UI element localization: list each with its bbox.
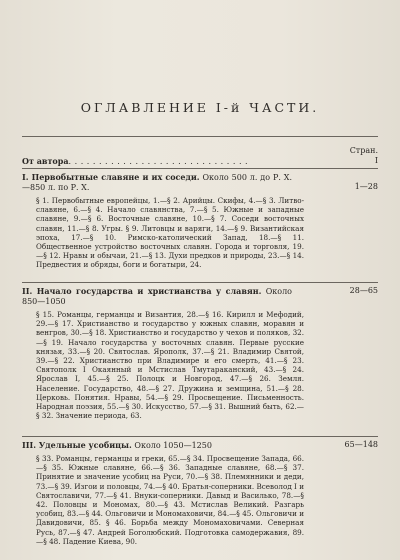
toc-entry-preface (22, 156, 378, 167)
page-column-label: Стран. (349, 146, 378, 155)
entry-sections: § 15. Романцы, германцы и Византия, 28.—§ 16. Кирилл и Мефодий, 29.—§ 17. Христианство и государство у южных славян, моравян и венгров, 30.—§ 18. Христианство и государство у чехов и поляков, 32.—§ 19. Начало государства у восточных славян. Первые русские князья, 33.—§ 20. Святослав. Ярополк, 37.—§ 21. Владимир Святой, 39.—§ 22. Христианство при Владимире и его смерть, 41.—§ 23. Святополк I Окаянный и Мстислав Тмутараканский, 43.—§ 24. Ярослав I, 45.—§ 25. Полоцк и Новгород, 47.—§ 26. Земля. Население. Государство, 48.—§ 27. Дружина и земщина, 51.—§ 28. Церковь. Понятия. Нравы, 54.—§ 29. Просвещение. Письменность. Народная поэзия, 55.—§ 30. Искусство, 57.—§ 31. Вышний быть, 62.—§ 32. Значение периода, 63. (36, 310, 304, 421)
entry-page-range: 28—65 (349, 286, 378, 295)
entry-dots: . . . . . . . . . . . . . . . . . . . . . . . . . . . . . . (68, 157, 249, 166)
toc-entry-chapter-1 (22, 172, 378, 270)
entry-title: III. Удельные усобицы. (22, 440, 132, 450)
entry-subtitle: Около 850—1050 (22, 287, 292, 306)
entry-title: I. Первобытные славяне и их соседи. (22, 172, 200, 182)
page-column-first: I (374, 156, 378, 165)
entry-title: От автора (22, 156, 69, 166)
entry-page-range: 1—28 (354, 182, 378, 191)
toc-entry-chapter-3 (22, 440, 378, 546)
divider (22, 282, 378, 283)
entry-page-range: 65—148 (344, 440, 378, 449)
entry-title: II. Начало государства и христианства у славян. (22, 286, 262, 296)
entry-sections: § 1. Первобытные европейцы, 1.—§ 2. Арийцы. Скифы, 4.—§ 3. Литво-славяне, 6.—§ 4. Начало славянства, 7.—§ 5. Южные и западные славяне, 9.—§ 6. Восточные славяне, 10.—§ 7. Соседи восточных славян, 11.—§ 8. Угры. § 9. Литовцы и варяги, 14.—§ 9. Византийская эпоха, 17.—§ 10. Римско-католический Запад, 18.—§ 11. Общественное устройство восточных славян. Города и торговля, 19.—§ 12. Нравы и обычаи, 21.—§ 13. Духи предков и природы, 23.—§ 14. Предвестия и обряды, боги и богатыри, 24. (36, 196, 304, 270)
toc-entry-chapter-2 (22, 286, 378, 420)
divider (22, 436, 378, 437)
divider (22, 168, 378, 169)
top-rule (22, 136, 378, 137)
entry-subtitle: Около 1050—1250 (131, 441, 212, 450)
page-title: ОГЛАВЛЕНИЕ I-й ЧАСТИ. (80, 100, 320, 115)
entry-sections: § 33. Романцы, германцы и греки, 65.—§ 34. Просвещение Запада, 66.—§ 35. Южные славяне, 66.—§ 36. Западные славяне, 68.—§ 37. Принятие и значение усобиц на Руси, 70.—§ 38. Племянники и деди, 73.—§ 39. Изгои и половцы, 74.—§ 40. Братья-соперники. Всеволод I и Святославичи, 77.—§ 41. Внуки-соперники. Давыд и Василько, 78.—§ 42. Половцы и Мономах, 80.—§ 43. Мстислав Великий. Разгарь усобиц, 83.—§ 44. Ольговичи и Мономаховичи, 84.—§ 45. Ольговичи и Давидовичи, 85. § 46. Борьба между Мономаховичами. Северная Русь, 87.—§ 47. Андрей Боголюбский. Подготовка самодержавия, 89.—§ 48. Падение Киева, 90. (36, 454, 304, 546)
entry-subtitle: Около 500 л. до Р. Х.—850 л. по Р. Х. (22, 173, 292, 192)
